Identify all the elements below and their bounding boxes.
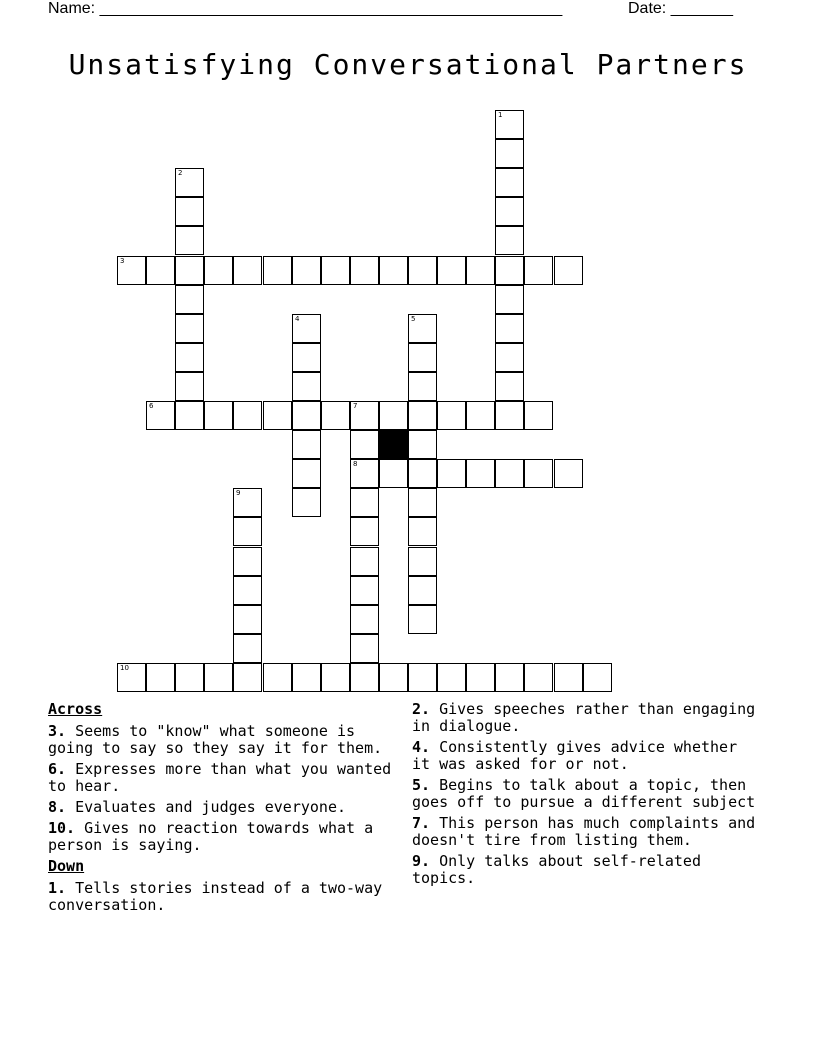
clue-number: 7 <box>353 402 358 410</box>
clue-across-10: 10. Gives no reaction towards what a person is saying. <box>48 819 374 854</box>
crossword-cell[interactable] <box>495 110 524 139</box>
crossword-cell[interactable] <box>408 401 437 430</box>
clue-down-9: 9. Only talks about self-related topics. <box>412 852 701 887</box>
clue-down-1: 1. Tells stories instead of a two-way conversation. <box>48 879 383 914</box>
crossword-cell[interactable] <box>350 517 379 546</box>
page-title: Unsatisfying Conversational Partners <box>68 48 748 81</box>
across-heading: Across <box>48 700 103 718</box>
clue-column-left <box>48 701 406 918</box>
crossword-cell[interactable] <box>233 401 262 430</box>
crossword-cell[interactable] <box>495 343 524 372</box>
crossword-cell[interactable] <box>437 401 466 430</box>
crossword-cell[interactable] <box>466 663 495 692</box>
crossword-cell[interactable] <box>292 256 321 285</box>
crossword-cell[interactable] <box>524 459 553 488</box>
down-heading: Down <box>48 857 85 875</box>
date-field[interactable]: Date: _______ <box>628 0 733 17</box>
crossword-cell[interactable] <box>233 547 262 576</box>
crossword-cell[interactable] <box>437 663 466 692</box>
crossword-cell[interactable] <box>554 256 583 285</box>
crossword-cell[interactable] <box>204 663 233 692</box>
crossword-cell[interactable] <box>263 663 292 692</box>
crossword-cell[interactable] <box>379 256 408 285</box>
crossword-cell[interactable] <box>437 459 466 488</box>
clue-down-5: 5. Begins to talk about a topic, then goes off to pursue a different subject <box>412 776 756 811</box>
crossword-cell[interactable] <box>233 517 262 546</box>
crossword-cell[interactable] <box>524 663 553 692</box>
crossword-cell[interactable] <box>292 343 321 372</box>
crossword-cell[interactable] <box>466 256 495 285</box>
clue-down-7: 7. This person has much complaints and doesn't tire from listing them. <box>412 814 756 849</box>
crossword-cell[interactable] <box>233 256 262 285</box>
crossword-cell[interactable] <box>321 401 350 430</box>
clue-number: 3 <box>120 257 125 265</box>
crossword-cell[interactable] <box>350 256 379 285</box>
crossword-cell[interactable] <box>292 663 321 692</box>
crossword-cell[interactable] <box>292 459 321 488</box>
crossword-cell[interactable] <box>408 663 437 692</box>
clue-number: 6 <box>149 402 154 410</box>
crossword-cell[interactable] <box>233 576 262 605</box>
crossword-cell[interactable] <box>408 576 437 605</box>
black-cell <box>379 430 408 459</box>
crossword-cell[interactable] <box>524 401 553 430</box>
clue-across-8: 8. Evaluates and judges everyone. <box>48 798 347 816</box>
crossword-cell[interactable] <box>583 663 612 692</box>
crossword-cell[interactable] <box>379 663 408 692</box>
crossword-cell[interactable] <box>263 256 292 285</box>
crossword-cell[interactable] <box>379 459 408 488</box>
crossword-cell[interactable] <box>175 285 204 314</box>
crossword-cell[interactable] <box>408 314 437 343</box>
name-field[interactable]: Name: ____________________________________________________ <box>48 0 563 17</box>
crossword-cell[interactable] <box>292 314 321 343</box>
crossword-cell[interactable] <box>408 343 437 372</box>
crossword-cell[interactable] <box>350 605 379 634</box>
clue-number: 1 <box>498 111 503 119</box>
crossword-cell[interactable] <box>554 663 583 692</box>
crossword-cell[interactable] <box>554 459 583 488</box>
clue-across-6: 6. Expresses more than what you wanted to hear. <box>48 760 392 795</box>
crossword-cell[interactable] <box>233 488 262 517</box>
crossword-cell[interactable] <box>437 256 466 285</box>
crossword-cell[interactable] <box>321 663 350 692</box>
crossword-cell[interactable] <box>175 168 204 197</box>
crossword-cell[interactable] <box>408 430 437 459</box>
crossword-cell[interactable] <box>204 256 233 285</box>
crossword-cell[interactable] <box>146 256 175 285</box>
crossword-cell[interactable] <box>350 430 379 459</box>
clue-number: 4 <box>295 315 300 323</box>
crossword-cell[interactable] <box>175 343 204 372</box>
clue-down-2: 2. Gives speeches rather than engaging in dialogue. <box>412 700 756 735</box>
crossword-cell[interactable] <box>292 372 321 401</box>
clue-across-3: 3. Seems to "know" what someone is going to say so they say it for them. <box>48 722 383 757</box>
clue-number: 8 <box>353 460 358 468</box>
crossword-cell[interactable] <box>292 488 321 517</box>
crossword-cell[interactable] <box>350 488 379 517</box>
crossword-cell[interactable] <box>175 314 204 343</box>
crossword-cell[interactable] <box>495 314 524 343</box>
clue-number: 9 <box>236 489 241 497</box>
crossword-cell[interactable] <box>350 663 379 692</box>
crossword-cell[interactable] <box>146 663 175 692</box>
clue-number: 10 <box>120 664 129 672</box>
crossword-cell[interactable] <box>495 663 524 692</box>
clue-number: 5 <box>411 315 416 323</box>
crossword-cell[interactable] <box>408 517 437 546</box>
crossword-cell[interactable] <box>263 401 292 430</box>
crossword-cell[interactable] <box>408 372 437 401</box>
crossword-cell[interactable] <box>524 256 553 285</box>
crossword-cell[interactable] <box>466 459 495 488</box>
clue-number: 2 <box>178 169 183 177</box>
crossword-cell[interactable] <box>175 256 204 285</box>
crossword-cell[interactable] <box>292 430 321 459</box>
crossword-cell[interactable] <box>117 663 146 692</box>
crossword-cell[interactable] <box>350 459 379 488</box>
crossword-cell[interactable] <box>408 488 437 517</box>
crossword-cell[interactable] <box>350 547 379 576</box>
crossword-cell[interactable] <box>175 401 204 430</box>
crossword-cell[interactable] <box>408 605 437 634</box>
crossword-cell[interactable] <box>466 401 495 430</box>
crossword-cell[interactable] <box>495 401 524 430</box>
crossword-cell[interactable] <box>175 226 204 255</box>
clue-down-4: 4. Consistently gives advice whether it was asked for or not. <box>412 738 738 773</box>
crossword-cell[interactable] <box>379 401 408 430</box>
crossword-cell[interactable] <box>408 547 437 576</box>
crossword-cell[interactable] <box>146 401 175 430</box>
crossword-cell[interactable] <box>495 459 524 488</box>
crossword-cell[interactable] <box>204 401 233 430</box>
crossword-cell[interactable] <box>233 634 262 663</box>
crossword-cell[interactable] <box>495 197 524 226</box>
crossword-cell[interactable] <box>350 634 379 663</box>
crossword-cell[interactable] <box>233 663 262 692</box>
crossword-cell[interactable] <box>233 605 262 634</box>
crossword-cell[interactable] <box>495 226 524 255</box>
crossword-cell[interactable] <box>495 168 524 197</box>
crossword-cell[interactable] <box>408 459 437 488</box>
crossword-cell[interactable] <box>495 139 524 168</box>
crossword-cell[interactable] <box>495 372 524 401</box>
crossword-cell[interactable] <box>495 256 524 285</box>
crossword-cell[interactable] <box>408 256 437 285</box>
crossword-cell[interactable] <box>350 401 379 430</box>
crossword-cell[interactable] <box>175 663 204 692</box>
crossword-cell[interactable] <box>350 576 379 605</box>
crossword-cell[interactable] <box>117 256 146 285</box>
crossword-cell[interactable] <box>321 256 350 285</box>
crossword-cell[interactable] <box>175 197 204 226</box>
crossword-cell[interactable] <box>495 285 524 314</box>
clue-column-right <box>412 701 762 891</box>
crossword-cell[interactable] <box>175 372 204 401</box>
crossword-cell[interactable] <box>292 401 321 430</box>
